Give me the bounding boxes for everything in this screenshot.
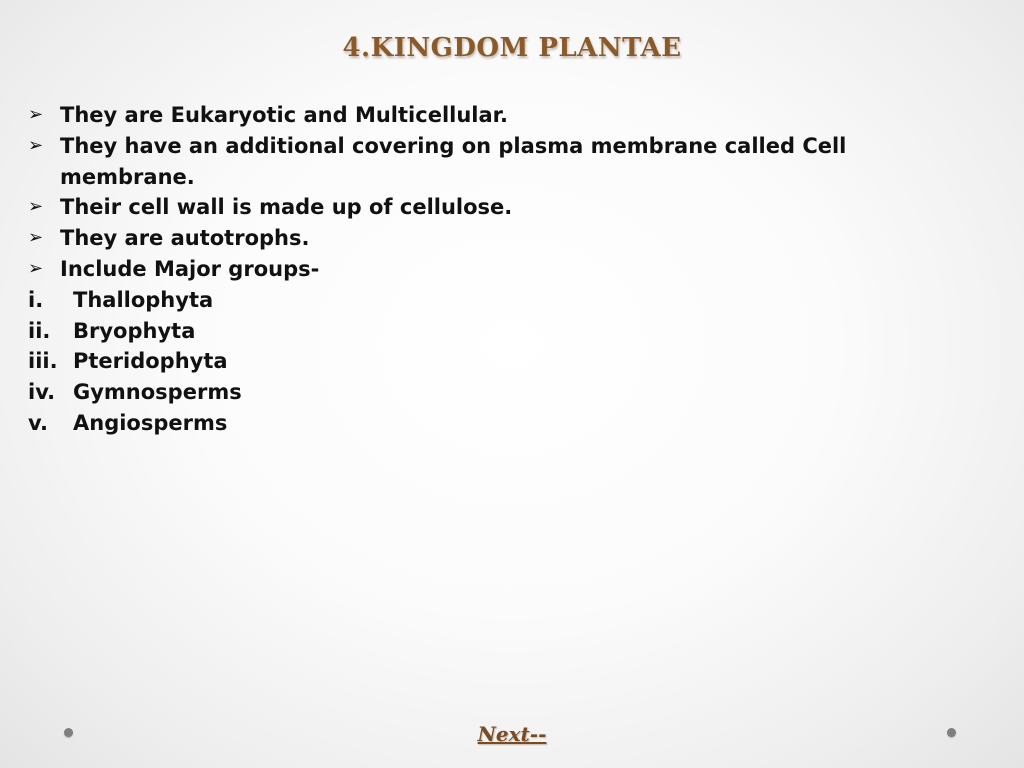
group-item	[28, 377, 928, 408]
arrow-bullet-icon: ➢	[28, 104, 44, 125]
roman-numeral: ii.	[28, 318, 51, 343]
bullet-text: Their cell wall is made up of cellulose.	[60, 195, 513, 220]
bullet-item	[28, 254, 928, 285]
slide-title: 4.KINGDOM PLANTAE	[342, 33, 682, 63]
bullet-item	[28, 100, 928, 131]
group-label: Thallophyta	[73, 287, 214, 312]
next-link[interactable]: Next--	[477, 722, 547, 746]
roman-numeral: iv.	[28, 380, 56, 405]
arrow-bullet-icon: ➢	[28, 134, 44, 156]
bullet-text: Include Major groups-	[60, 256, 320, 281]
bullet-text: They are autotrophs.	[60, 226, 310, 251]
group-item	[28, 408, 928, 439]
group-label: Gymnosperms	[73, 380, 242, 405]
bullet-item	[28, 192, 928, 223]
arrow-bullet-icon: ➢	[28, 227, 44, 249]
group-label: Pteridophyta	[73, 349, 228, 374]
group-item	[28, 285, 928, 316]
bullet-text: They have an additional covering on plasma membrane called Cell membrane.	[60, 133, 847, 189]
group-item	[28, 316, 928, 347]
roman-numeral: iii.	[28, 349, 58, 374]
bullet-text: They are Eukaryotic and Multicellular.	[60, 103, 508, 127]
arrow-bullet-icon: ➢	[28, 196, 44, 218]
roman-numeral: i.	[28, 287, 44, 312]
group-label: Angiosperms	[73, 410, 228, 435]
roman-numeral: v.	[28, 410, 48, 435]
arrow-bullet-icon: ➢	[28, 257, 44, 279]
bullet-item	[28, 223, 928, 254]
slide-content	[28, 100, 928, 439]
bullet-item	[28, 131, 928, 193]
group-item	[28, 346, 928, 377]
group-label: Bryophyta	[73, 318, 196, 343]
